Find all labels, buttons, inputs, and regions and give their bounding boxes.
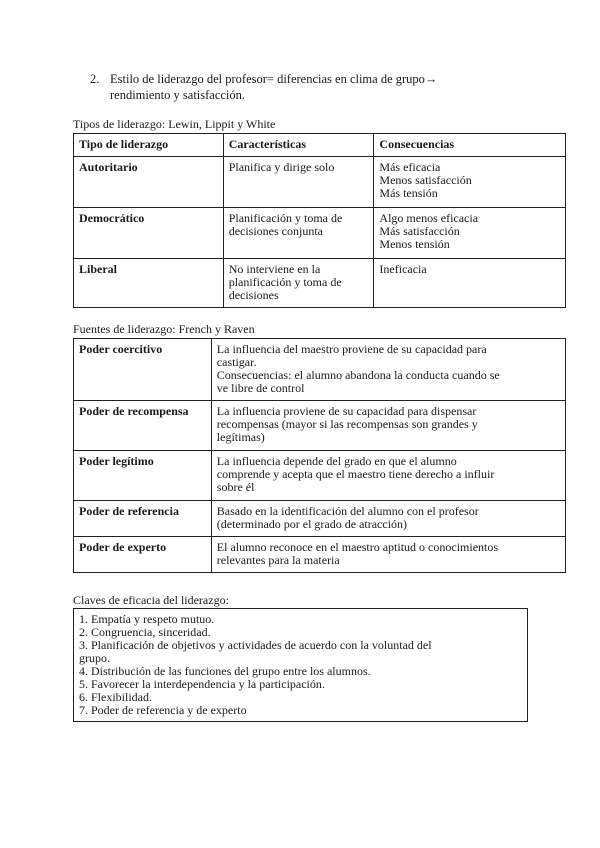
description-cell [211,501,565,537]
text-line: ve libre de control [216,381,305,395]
table1-caption: Tipos de liderazgo: Lewin, Lippit y White [73,117,276,131]
characteristics-cell [223,259,374,308]
text-line: (determinado por el grado de atracción) [216,517,408,531]
header-characteristics: Características [223,134,374,157]
numbered-item [90,71,510,103]
consequences-cell [374,208,566,259]
text-line: decisiones conjunta [228,224,323,238]
characteristics-cell [223,208,374,259]
item-line-1: Estilo de liderazgo del profesor= diferencias en clima de grupo→ [110,72,438,86]
text-line: planificación y toma de [228,275,342,289]
text-line: recompensas (mayor si las recompensas son grandes y [216,417,478,431]
text-line: No interviene en la [228,262,321,276]
description-cell [211,339,565,401]
power-cell: Poder coercitivo [74,339,212,401]
leadership-sources-table [73,338,566,573]
list-item: grupo. [79,651,110,665]
text-line: Más satisfacción [379,224,460,238]
description-cell [211,537,565,573]
table-row [74,157,566,208]
text-line: Más eficacia [379,160,441,174]
text-line: relevantes para la materia [216,553,340,567]
power-cell: Poder de experto [74,537,212,573]
text-line: Menos tensión [379,237,450,251]
text-line: El alumno reconoce en el maestro aptitud o conocimientos [216,540,499,554]
text-line: sobre él [216,480,255,494]
text-line: Más tensión [379,186,438,200]
item-line-2: rendimiento y satisfacción. [110,88,246,102]
list-item: 1. Empatía y respeto mutuo. [79,612,215,626]
text-line: La influencia del maestro proviene de su capacidad para [216,342,487,356]
table-header-row [74,134,566,157]
text-line: legítimas) [216,430,265,444]
table-row [74,208,566,259]
header-type: Tipo de liderazgo [74,134,224,157]
list-item: 7. Poder de referencia y de experto [79,703,247,717]
text-line: Consecuencias: el alumno abandona la conducta cuando se [216,368,500,382]
consequences-cell [374,157,566,208]
text-line: Algo menos eficacia [379,211,479,225]
list-item: 6. Flexibilidad. [79,690,152,704]
power-cell: Poder de referencia [74,501,212,537]
text-line: Planifica y dirige solo [228,160,335,174]
list-item: 5. Favorecer la interdependencia y la participación. [79,677,325,691]
table-row [74,339,566,401]
text-line: Ineficacia [379,262,427,276]
table-row [74,451,566,501]
keys-box [73,608,528,722]
type-cell: Liberal [74,259,224,308]
type-cell: Democrático [74,208,224,259]
type-cell: Autoritario [74,157,224,208]
item-number: 2. [90,72,100,86]
text-line: Planificación y toma de [228,211,343,225]
list-item: 3. Planificación de objetivos y actividades de acuerdo con la voluntad del [79,638,432,652]
table-row [74,501,566,537]
list-item: 2. Congruencia, sinceridad. [79,625,211,639]
description-cell [211,401,565,451]
table-row [74,537,566,573]
text-line: La influencia depende del grado en que el alumno [216,454,457,468]
power-cell: Poder de recompensa [74,401,212,451]
header-consequences: Consecuencias [374,134,566,157]
consequences-cell [374,259,566,308]
text-line: Basado en la identificación del alumno con el profesor [216,504,479,518]
text-line: La influencia proviene de su capacidad para dispensar [216,404,477,418]
table2-caption: Fuentes de liderazgo: French y Raven [73,322,255,336]
text-line: Menos satisfacción [379,173,472,187]
table-row [74,401,566,451]
description-cell [211,451,565,501]
characteristics-cell [223,157,374,208]
table-row [74,259,566,308]
leadership-types-table [73,133,566,308]
text-line: decisiones [228,288,279,302]
text-line: castigar. [216,355,257,369]
list-item: 4. Distribución de las funciones del grupo entre los alumnos. [79,664,371,678]
text-line: comprende y acepta que el maestro tiene derecho a influir [216,467,495,481]
keys-caption: Claves de eficacia del liderazgo: [73,593,229,607]
power-cell: Poder legítimo [74,451,212,501]
